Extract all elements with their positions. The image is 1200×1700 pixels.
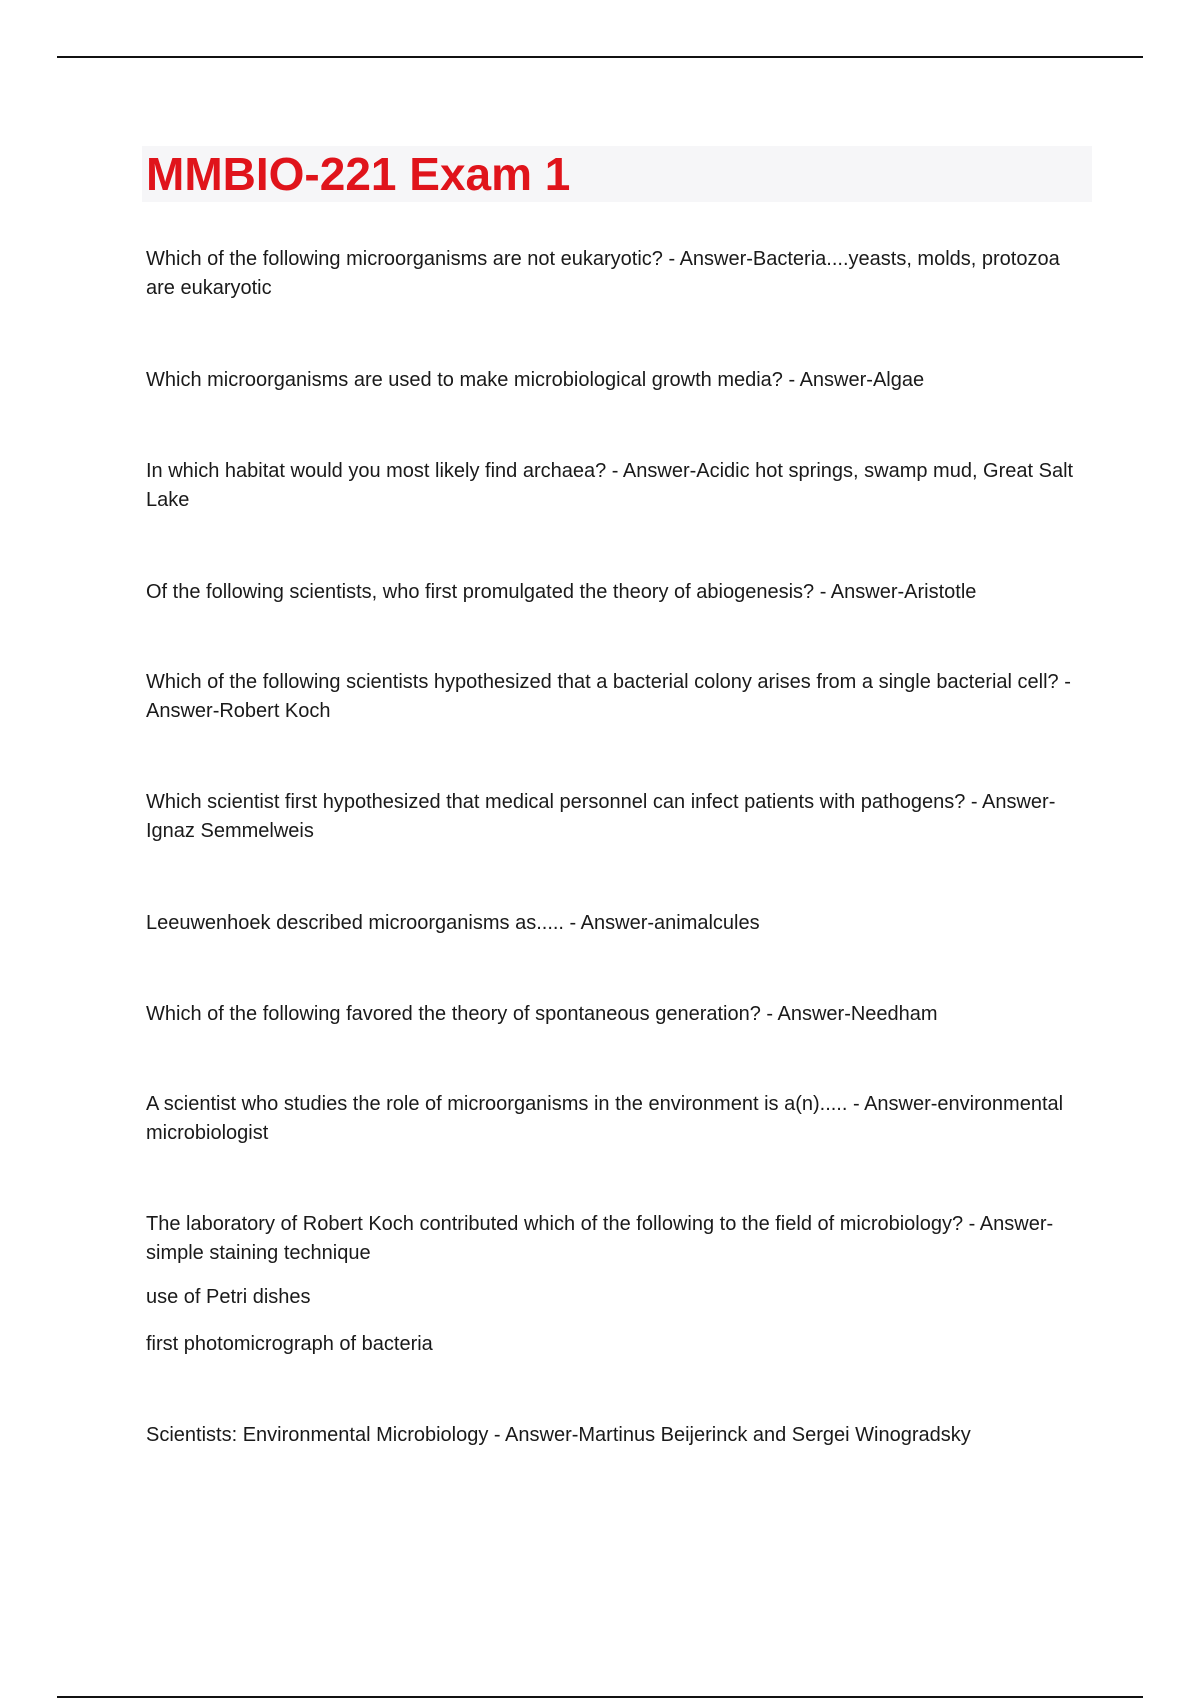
qa-entry-11: Scientists: Environmental Microbiology - Answer-Martinus Beijerinck and Sergei Winogradsky (146, 1424, 971, 1446)
bottom-rule (57, 1696, 1143, 1698)
qa-entry-1: Which of the following microorganisms are not eukaryotic? - Answer-Bacteria....yeasts, molds, protozoa are eukaryotic (146, 248, 1060, 299)
qa-entry-3: In which habitat would you most likely find archaea? - Answer-Acidic hot springs, swamp mud, Great Salt Lake (146, 460, 1074, 511)
qa-entry-10: The laboratory of Robert Koch contributed which of the following to the field of microbiology? - Answer-simple staining technique (146, 1213, 1054, 1264)
qa-entry-10-extra-line-2: first photomicrograph of bacteria (146, 1333, 433, 1355)
document-title: MMBIO-221 Exam 1 (146, 148, 571, 200)
qa-entry-2: Which microorganisms are used to make microbiological growth media? - Answer-Algae (146, 369, 925, 391)
qa-entry-5: Which of the following scientists hypothesized that a bacterial colony arises from a single bacterial cell? - Answer-Robert Koch (146, 671, 1071, 722)
qa-entry-4: Of the following scientists, who first promulgated the theory of abiogenesis? - Answer-Aristotle (146, 581, 977, 603)
qa-entry-7: Leeuwenhoek described microorganisms as..... - Answer-animalcules (146, 912, 760, 934)
qa-entry-9: A scientist who studies the role of microorganisms in the environment is a(n)..... - Answer-environmental microbiologist (146, 1093, 1064, 1144)
qa-entry-8: Which of the following favored the theory of spontaneous generation? - Answer-Needham (146, 1003, 938, 1025)
qa-entry-6: Which scientist first hypothesized that medical personnel can infect patients with pathogens? - Answer-Ignaz Semmelweis (146, 791, 1056, 842)
qa-entry-10-extra-line-1: use of Petri dishes (146, 1286, 311, 1308)
top-rule (57, 56, 1143, 58)
